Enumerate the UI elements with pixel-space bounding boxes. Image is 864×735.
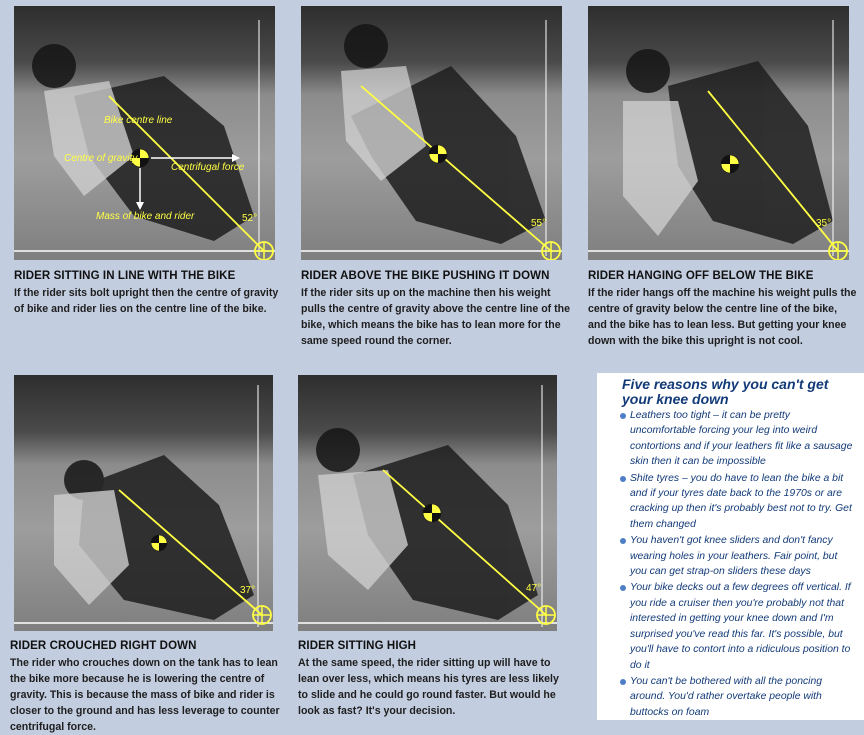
- angle-label: 55°: [531, 218, 547, 229]
- caption-body: If the rider sits bolt upright then the centre of gravity of bike and rider lies on the centre line of the bike.: [14, 287, 279, 315]
- label-centre-of-gravity: Centre of gravity: [64, 153, 138, 164]
- list-item: [620, 580, 854, 672]
- label-bike-centre-line: Bike centre line: [104, 115, 173, 126]
- bullet-icon: [620, 538, 626, 544]
- caption-title: RIDER SITTING IN LINE WITH THE BIKE: [14, 270, 236, 282]
- caption-rider-above: [301, 270, 576, 349]
- caption-body: At the same speed, the rider sitting up will have to lean over less, which means his tyres are less likely to slide and he could go round faster. But would he look as fast? It's your decision.: [298, 657, 559, 717]
- reasons-title: Five reasons why you can't get your knee down: [622, 376, 829, 407]
- angle-label: 37°: [240, 585, 256, 596]
- bullet-icon: [620, 476, 626, 482]
- list-item: [620, 674, 854, 720]
- list-item: [620, 533, 854, 579]
- caption-title: RIDER CROUCHED RIGHT DOWN: [10, 640, 197, 652]
- reason-text: You haven't got knee sliders and don't fancy wearing holes in your leathers. Fair point, but you can get strap-on sliders these days: [630, 535, 838, 578]
- caption-rider-sitting-high: [298, 640, 570, 719]
- reason-text: Leathers too tight – it can be pretty uncomfortable forcing your leg into weird contortions and if your leathers fit like a sausage skin then it can be impossible: [630, 410, 853, 468]
- angle-label: 35°: [816, 218, 832, 229]
- label-mass: Mass of bike and rider: [96, 211, 195, 222]
- caption-rider-in-line: [14, 270, 284, 317]
- caption-rider-crouched: [10, 640, 290, 735]
- reason-text: You can't be bothered with all the poncing around. You'd rather overtake people with buttocks on foam: [630, 675, 823, 718]
- rider-hanging-off-diagram: [588, 6, 849, 260]
- rider-sitting-high-diagram: [298, 375, 557, 631]
- photo-rider-above: [301, 6, 562, 260]
- rider-crouched-diagram: [14, 375, 273, 631]
- label-centrifugal-force: Centrifugal force: [171, 162, 245, 173]
- caption-body: If the rider sits up on the machine then his weight pulls the centre of gravity above the centre line of the bike, which means the bike has to lean more for the same speed round the corner.: [301, 287, 571, 347]
- reasons-list: [620, 408, 854, 721]
- rider-above-diagram: [301, 6, 562, 260]
- caption-title: RIDER ABOVE THE BIKE PUSHING IT DOWN: [301, 270, 550, 282]
- bullet-icon: [620, 679, 626, 685]
- photo-rider-in-line: [14, 6, 275, 260]
- bullet-icon: [620, 585, 626, 591]
- rider-in-line-diagram: [14, 6, 275, 260]
- caption-title: RIDER HANGING OFF BELOW THE BIKE: [588, 270, 814, 282]
- reason-text: Your bike decks out a few degrees off vertical. If you ride a cruiser then you're probably not that interested in getting your knee down and I'm surprised you've read this far. It's possible, but you'll have to contort into a ridiculous position to do it: [630, 582, 851, 671]
- angle-label: 52°: [242, 213, 258, 224]
- photo-rider-sitting-high: [298, 375, 557, 631]
- photo-rider-crouched: [14, 375, 273, 631]
- list-item: [620, 408, 854, 470]
- caption-title: RIDER SITTING HIGH: [298, 640, 417, 652]
- angle-label: 47°: [526, 583, 542, 594]
- reason-text: Shite tyres – you do have to lean the bike a bit and if your tyres date back to the 1970s or are cracking up then it's probably best not to try. Get them changed: [630, 472, 852, 530]
- bullet-icon: [620, 413, 626, 419]
- photo-rider-hanging-off: [588, 6, 849, 260]
- caption-rider-hanging-off: [588, 270, 858, 349]
- caption-body: The rider who crouches down on the tank has to lean the bike more because he is lowering the centre of gravity. This is because the mass of bike and rider is closer to the ground and has less leverage to counter centrifugal force.: [10, 657, 280, 733]
- caption-body: If the rider hangs off the machine his weight pulls the centre of gravity below the centre line of the bike, and the bike has to lean less. But getting your knee down with the bike this upright is not cool.: [588, 287, 857, 347]
- list-item: [620, 471, 854, 533]
